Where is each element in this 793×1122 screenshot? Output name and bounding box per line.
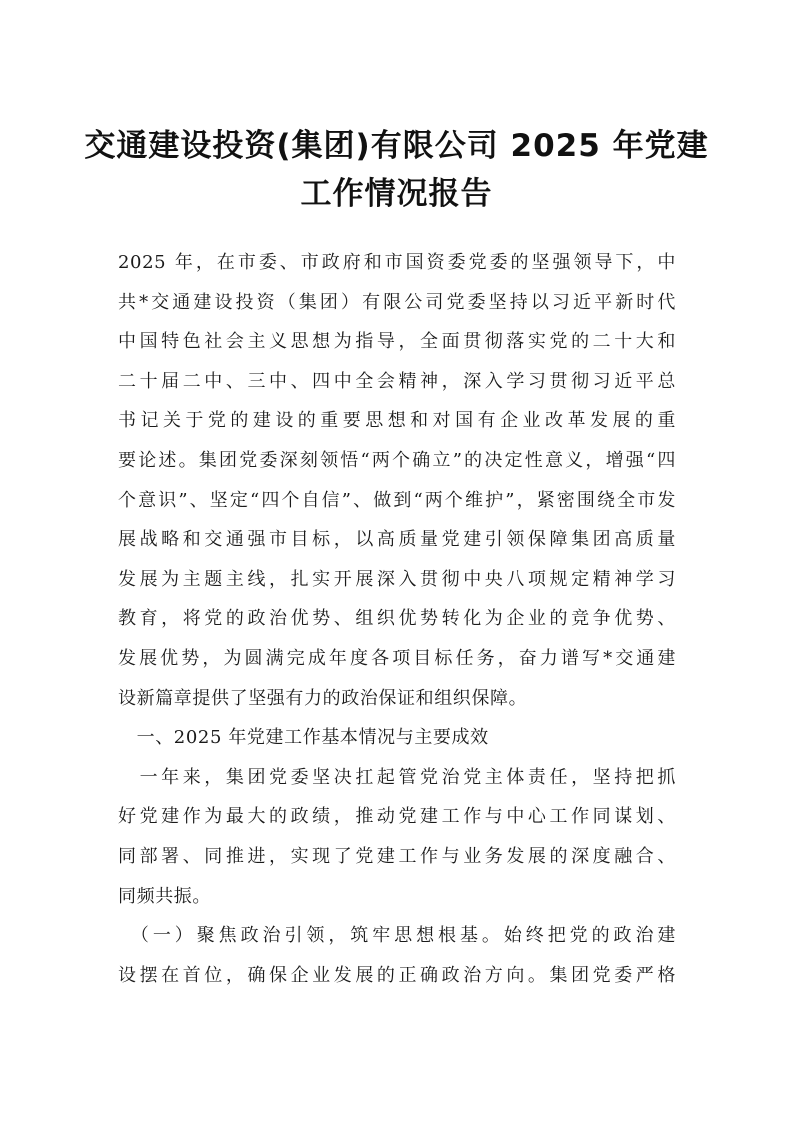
body-line: 同频共振。 [118, 885, 211, 907]
section-heading: 一、2025 年党建工作基本情况与主要成效 [118, 727, 489, 749]
body-line: 教育，将党的政治优势、组织优势转化为企业的竞争优势、 [118, 608, 676, 630]
body-line: 发展优势，为圆满完成年度各项目标任务，奋力谱写*交通建 [118, 647, 676, 669]
body-line: 2025 年，在市委、市政府和市国资委党委的坚强领导下，中 [118, 252, 676, 273]
body-line: 好党建作为最大的政绩，推动党建工作与中心工作同谋划、 [118, 806, 676, 828]
subsection-heading: （一）聚焦政治引领，筑牢思想根基。始终把党的政治建 [118, 925, 676, 947]
body-line: 发展为主题主线，扎实开展深入贯彻中央八项规定精神学习 [118, 568, 676, 590]
body-line: 设摆在首位，确保企业发展的正确政治方向。集团党委严格 [118, 964, 676, 986]
body-line: 二十届二中、三中、四中全会精神，深入学习贯彻习近平总 [118, 370, 676, 392]
body-line: 书记关于党的建设的重要思想和对国有企业改革发展的重 [118, 410, 676, 432]
body-line: 要论述。集团党委深刻领悟“两个确立”的决定性意义，增强“四 [118, 449, 676, 471]
body-line: 同部署、同推进，实现了党建工作与业务发展的深度融合、 [118, 845, 676, 867]
body-line: 个意识”、坚定“四个自信”、做到“两个维护”，紧密围绕全市发 [118, 489, 676, 511]
document-body [118, 243, 676, 995]
document-title-line-1: 交通建设投资(集团)有限公司 2025 年党建 [84, 128, 709, 164]
body-line: 展战略和交通强市目标，以高质量党建引领保障集团高质量 [118, 529, 676, 551]
body-line: 共*交通建设投资（集团）有限公司党委坚持以习近平新时代 [118, 291, 676, 313]
body-line: 设新篇章提供了坚强有力的政治保证和组织保障。 [118, 687, 528, 709]
body-line: 一年来，集团党委坚决扛起管党治党主体责任，坚持把抓 [118, 766, 676, 788]
document-title-line-2: 工作情况报告 [300, 176, 493, 212]
body-line: 中国特色社会主义思想为指导，全面贯彻落实党的二十大和 [118, 331, 676, 353]
